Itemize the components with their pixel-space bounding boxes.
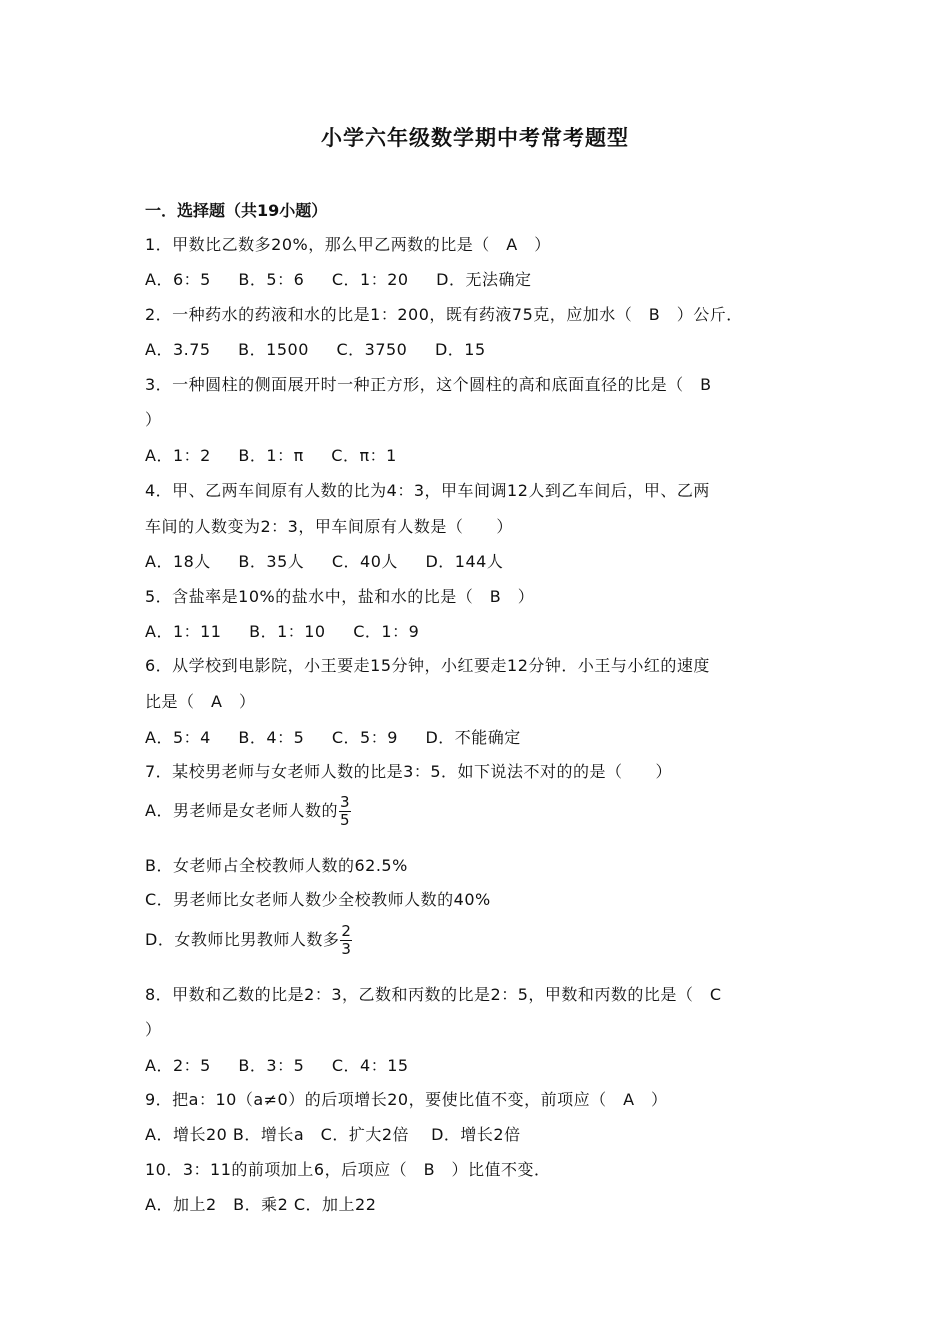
- option-a-text: A．男老师是女老师人数的: [145, 801, 338, 820]
- question-7-option-c: C．男老师比女老师人数少全校教师人数的40%: [145, 890, 491, 909]
- option-a: A．1：2: [145, 446, 211, 465]
- fraction: [339, 795, 351, 828]
- option-c: C．5：9: [331, 728, 398, 747]
- option-b: B．3：5: [238, 1056, 305, 1075]
- option-c: C．4：15: [331, 1056, 409, 1075]
- option-b: B．4：5: [238, 728, 305, 747]
- option-d: D．144人: [425, 552, 504, 571]
- question-8-options: [145, 1053, 409, 1076]
- option-a: A．18人: [145, 552, 211, 571]
- option-b: B．5：6: [238, 270, 305, 289]
- question-3-options: [145, 443, 397, 466]
- option-a: A．2：5: [145, 1056, 211, 1075]
- question-7-stem: 7．某校男老师与女老师人数的比是3：5．如下说法不对的的是（ ）: [145, 762, 673, 781]
- question-4-options: [145, 549, 503, 572]
- question-5-options: [145, 619, 419, 642]
- question-6-options: [145, 725, 521, 748]
- section-heading: 一．选择题（共19小题）: [145, 201, 328, 220]
- fraction-numerator: 2: [341, 922, 352, 940]
- question-8-stem-line1: 8．甲数和乙数的比是2：3，乙数和丙数的比是2：5，甲数和丙数的比是（ C: [145, 985, 722, 1004]
- fraction-denominator: 5: [339, 811, 350, 829]
- question-1-options: [145, 267, 531, 290]
- option-d: D．无法确定: [436, 270, 532, 289]
- question-9-options: A．增长20 B．增长a C．扩大2倍 D．增长2倍: [145, 1125, 521, 1144]
- question-2-stem: 2．一种药水的药液和水的比是1：200，既有药液75克，应加水（ B ）公斤．: [145, 305, 743, 324]
- question-10-options: A．加上2 B．乘2 C．加上22: [145, 1195, 377, 1214]
- option-d-text: D．女教师比男教师人数多: [145, 930, 340, 949]
- question-8-stem-line2: ）: [145, 1020, 162, 1039]
- option-c: C．40人: [331, 552, 398, 571]
- question-6-stem-line2: 比是（ A ）: [145, 692, 256, 711]
- fraction-denominator: 3: [341, 940, 352, 958]
- option-c: C．3750: [336, 340, 408, 359]
- option-c: C．π：1: [331, 446, 397, 465]
- question-3-stem-line2: ）: [145, 410, 162, 429]
- question-4-stem-line1: 4．甲、乙两车间原有人数的比为4：3，甲车间调12人到乙车间后，甲、乙两: [145, 481, 710, 500]
- option-d: D．不能确定: [425, 728, 521, 747]
- option-b: B．1：10: [249, 622, 326, 641]
- question-9-stem: 9．把a：10（a≠0）的后项增长20，要使比值不变，前项应（ A ）: [145, 1090, 668, 1109]
- option-b: B．35人: [238, 552, 305, 571]
- option-a: A．6：5: [145, 270, 211, 289]
- question-4-stem-line2: 车间的人数变为2：3，甲车间原有人数是（ ）: [145, 517, 513, 536]
- fraction: [340, 924, 352, 957]
- option-c: C．1：9: [353, 622, 420, 641]
- option-b: B．1：π: [238, 446, 304, 465]
- fraction-numerator: 3: [339, 793, 350, 811]
- question-5-stem: 5．含盐率是10%的盐水中，盐和水的比是（ B ）: [145, 587, 535, 606]
- question-6-stem-line1: 6．从学校到电影院，小王要走15分钟，小红要走12分钟．小王与小红的速度: [145, 656, 710, 675]
- question-3-stem-line1: 3．一种圆柱的侧面展开时一种正方形，这个圆柱的高和底面直径的比是（ B: [145, 375, 712, 394]
- question-7-option-d: [145, 924, 352, 957]
- question-7-option-a: [145, 795, 351, 828]
- option-a: A．1：11: [145, 622, 222, 641]
- page-title: 小学六年级数学期中考常考题型: [321, 126, 629, 150]
- question-10-stem: 10．3：11的前项加上6，后项应（ B ）比值不变．: [145, 1160, 551, 1179]
- question-7-option-b: B．女老师占全校教师人数的62.5%: [145, 856, 408, 875]
- option-b: B．1500: [238, 340, 309, 359]
- option-d: D．15: [434, 340, 486, 359]
- option-a: A．5：4: [145, 728, 211, 747]
- question-1-stem: 1．甲数比乙数多20%，那么甲乙两数的比是（ A ）: [145, 235, 551, 254]
- option-a: A．3.75: [145, 340, 211, 359]
- question-2-options: [145, 337, 486, 360]
- option-c: C．1：20: [331, 270, 409, 289]
